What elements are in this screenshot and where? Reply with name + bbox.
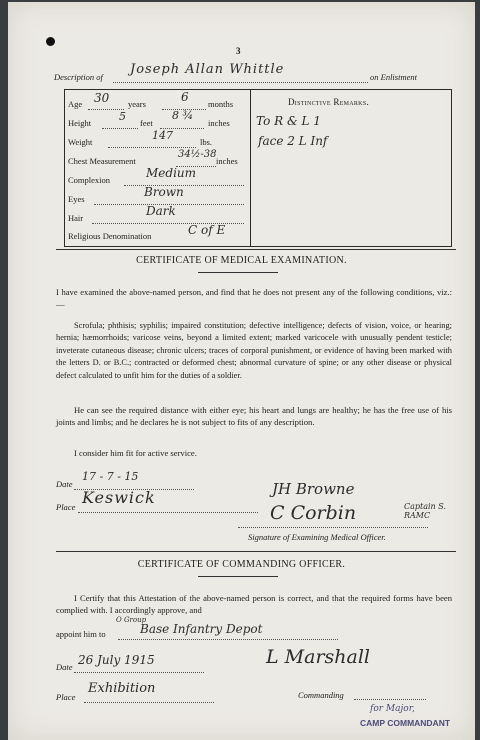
medical-place-line bbox=[78, 512, 258, 513]
commanding-place-line bbox=[84, 702, 214, 703]
commanding-paragraph: I Certify that this Attestation of the above-named person is correct, and that the required forms have been complied with. I accordingly approve, and bbox=[56, 593, 452, 616]
medical-paragraph-3: He can see the required distance with either eye; his heart and lungs are healthy; he has the free use of his joints and limbs; and he declares he is not subject to fits of any description. bbox=[56, 405, 452, 428]
medical-signature-2: C Corbin bbox=[270, 502, 357, 524]
eyes-label: Eyes bbox=[68, 194, 85, 204]
complexion-value: Medium bbox=[146, 166, 197, 180]
chest-label: Chest Measurement bbox=[68, 156, 136, 166]
medical-paragraph-4: I consider him fit for active service. bbox=[74, 448, 197, 458]
medical-rank-note: Captain S. RAMC bbox=[404, 502, 446, 520]
punch-hole bbox=[46, 37, 55, 46]
medical-heading: CERTIFICATE OF MEDICAL EXAMINATION. bbox=[136, 255, 347, 266]
commanding-line bbox=[354, 699, 426, 700]
medical-signature-line bbox=[238, 527, 428, 528]
height-feet-label: feet bbox=[140, 118, 153, 128]
age-years-label: years bbox=[128, 99, 146, 109]
medical-place-label: Place bbox=[56, 502, 76, 512]
age-label: Age bbox=[68, 99, 83, 109]
age-months-value: 6 bbox=[181, 90, 189, 104]
commanding-date-value: 26 July 1915 bbox=[78, 653, 155, 667]
box-divider bbox=[250, 89, 251, 246]
commanding-date-label: Date bbox=[56, 662, 73, 672]
particulars-panel bbox=[64, 89, 250, 245]
commanding-place-value: Exhibition bbox=[88, 681, 156, 696]
medical-date-value: 17 - 7 - 15 bbox=[82, 470, 139, 483]
appoint-label: appoint him to bbox=[56, 629, 106, 639]
commanding-heading-wrap bbox=[8, 559, 475, 570]
chest-unit: inches bbox=[216, 156, 238, 166]
distinctive-remarks-line-1: To R & L 1 bbox=[256, 114, 321, 128]
religion-label: Religious Denomination bbox=[68, 231, 152, 241]
appoint-small-note: O Group bbox=[116, 616, 147, 624]
age-months-label: months bbox=[208, 99, 234, 109]
height-label: Height bbox=[68, 118, 92, 128]
height-inches-value: 8 ¾ bbox=[172, 109, 194, 122]
distinctive-remarks-line-2: face 2 L Inf bbox=[258, 134, 328, 148]
weight-unit: lbs. bbox=[200, 137, 213, 147]
hair-label: Hair bbox=[68, 213, 84, 223]
description-label: Description of bbox=[54, 72, 103, 82]
commanding-place-label: Place bbox=[56, 692, 76, 702]
height-feet-line bbox=[102, 128, 138, 129]
description-suffix: on Enlistment bbox=[370, 72, 417, 82]
height-feet-value: 5 bbox=[119, 110, 126, 123]
weight-label: Weight bbox=[68, 137, 93, 147]
appoint-line bbox=[118, 639, 338, 640]
medical-place-value: Keswick bbox=[82, 488, 156, 507]
chest-value: 34½-38 bbox=[178, 149, 217, 160]
medical-paragraph-2: Scrofula; phthisis; syphilis; impaired constitution; defective intelligence; defects of vision, voice, or hearing; hernia; hæmorrhoids; varicose veins, beyond a limited extent; marked varicocele with unusually pendent testicle; inveterate cutaneous disease; chronic ulcers; traces of corporal punishment, or evidence of having been marked with the letters D. or B.C.; contracted or deformed chest; abnormal curvature of spine; or any other disease or physical defect calculated to unfit him for the duties of a soldier. bbox=[56, 321, 452, 380]
recruit-name: Joseph Allan Whittle bbox=[130, 62, 285, 77]
medical-date-label: Date bbox=[56, 479, 73, 489]
complexion-line bbox=[124, 185, 244, 186]
medical-signature-caption: Signature of Examining Medical Officer. bbox=[248, 532, 386, 542]
commanding-signature: L Marshall bbox=[266, 646, 370, 668]
medical-signature-1: JH Browne bbox=[272, 480, 355, 498]
age-row bbox=[68, 99, 82, 109]
distinctive-remarks-heading: Distinctive Remarks. bbox=[288, 97, 370, 107]
complexion-label: Complexion bbox=[68, 175, 111, 185]
age-years-value: 30 bbox=[94, 91, 110, 105]
commanding-label: Commanding bbox=[298, 690, 344, 700]
medical-paragraph-1: I have examined the above-named person, and find that he does not present any of the following conditions, viz.:— bbox=[56, 287, 452, 310]
appoint-value: Base Infantry Depot bbox=[140, 622, 263, 636]
eyes-value: Brown bbox=[144, 185, 184, 199]
camp-commandant-stamp: CAMP COMMANDANT bbox=[360, 718, 451, 728]
description-underline bbox=[113, 82, 368, 83]
religion-value: C of E bbox=[188, 223, 226, 237]
medical-heading-rule bbox=[198, 272, 278, 273]
commanding-heading: CERTIFICATE OF COMMANDING OFFICER. bbox=[137, 559, 346, 570]
height-inches-label: inches bbox=[208, 118, 230, 128]
weight-line bbox=[108, 147, 196, 148]
document-page bbox=[8, 2, 475, 740]
commanding-top-rule bbox=[56, 551, 456, 552]
hair-value: Dark bbox=[146, 204, 176, 218]
medical-heading-wrap bbox=[8, 255, 475, 266]
weight-value: 147 bbox=[152, 129, 173, 142]
for-major-note: for Major, bbox=[370, 704, 415, 714]
page-number: 3 bbox=[236, 46, 241, 56]
commanding-heading-rule bbox=[198, 576, 278, 577]
medical-top-rule bbox=[56, 249, 456, 250]
commanding-date-line bbox=[74, 672, 204, 673]
